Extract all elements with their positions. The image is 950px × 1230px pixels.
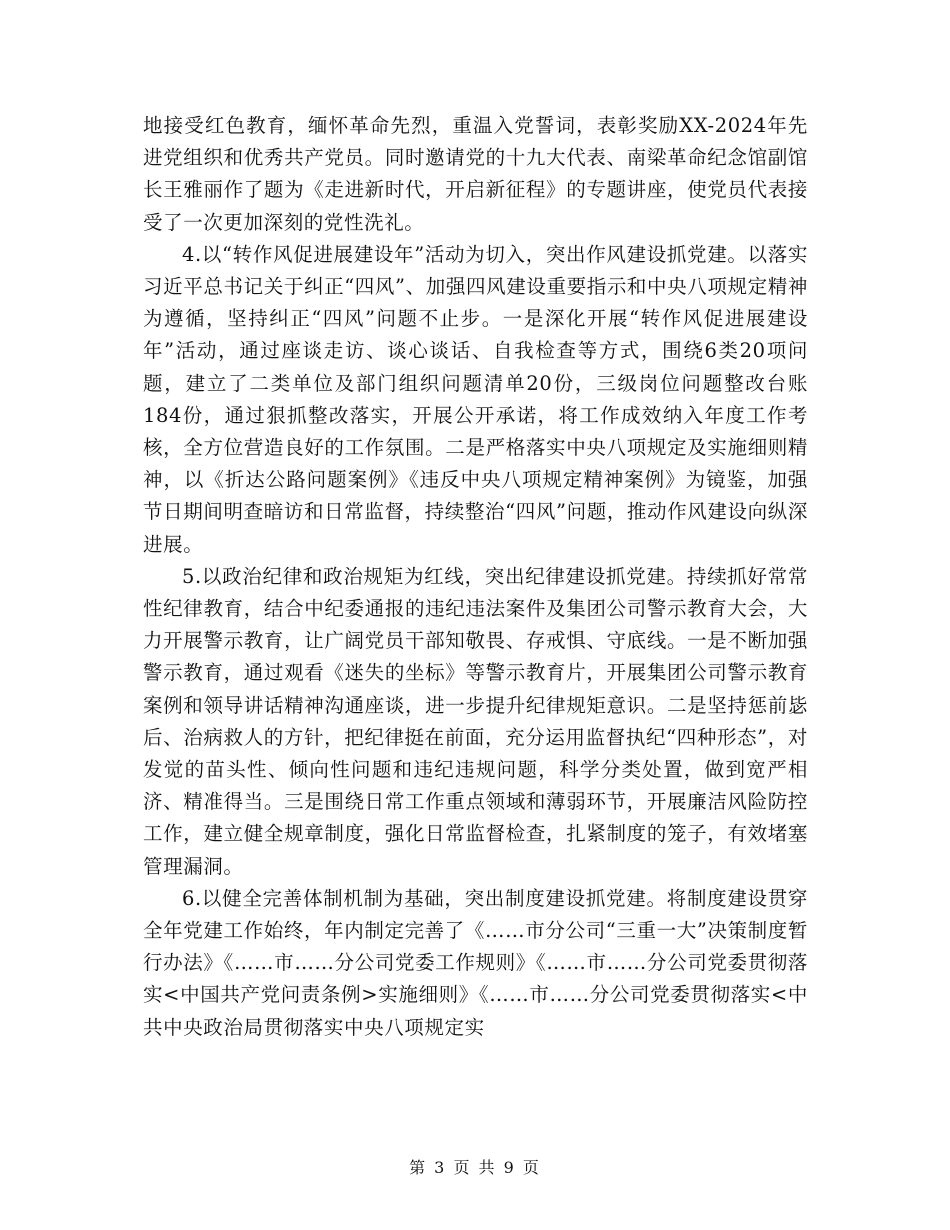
paragraph-4: 6.以健全完善体制机制为基础，突出制度建设抓党建。将制度建设贯穿全年党建工作始终，年内制定完善了《……市分公司“三重一大”决策制度暂行办法》《……市……分公司党委工作规则》《……市……分公司党委贯彻落实<中国共产党问责条例>实施细则》《……市……分公司党委贯彻落实<中共中央政治局贯彻落实中央八项规定实 — [143, 886, 808, 1039]
page-number-footer: 第 3 页 共 9 页 — [409, 1158, 541, 1177]
paragraph-3: 5.以政治纪律和政治规矩为红线，突出纪律建设抓党建。持续抓好常常性纪律教育，结合中纪委通报的违纪违法案件及集团公司警示教育大会，大力开展警示教育，让广阔党员干部知敬畏、存戒惧、守底线。一是不断加强警示教育，通过观看《迷失的坐标》等警示教育片，开展集团公司警示教育案例和领导讲话精神沟通座谈，进一步提升纪律规矩意识。二是坚持惩前毖后、治病救人的方针，把纪律挺在前面，充分运用监督执纪“四种形态”，对发觉的苗头性、倾向性问题和违纪违规问题，科学分类处置，做到宽严相济、精准得当。三是围绕日常工作重点领域和薄弱环节，开展廉洁风险防控工作，建立健全规章制度，强化日常监督检查，扎紧制度的笼子，有效堵塞管理漏洞。 — [143, 564, 808, 878]
paragraph-1: 地接受红色教育，缅怀革命先烈，重温入党誓词，表彰奖励XX-2024年先进党组织和优秀共产党员。同时邀请党的十九大代表、南梁革命纪念馆副馆长王雅丽作了题为《走进新时代，开启新征程》的专题讲座，使党员代表接受了一次更加深刻的党性洗礼。 — [143, 114, 808, 234]
document-body — [143, 110, 808, 1044]
paragraph-2: 4.以“转作风促进展建设年”活动为切入，突出作风建设抓党建。以落实习近平总书记关于纠正“四风”、加强四风建设重要指示和中央八项规定精神为遵循，坚持纠正“四风”问题不止步。一是深化开展“转作风促进展建设年”活动，通过座谈走访、谈心谈话、自我检查等方式，围绕6类20项问题，建立了二类单位及部门组织问题清单20份，三级岗位问题整改台账184份，通过狠抓整改落实，开展公开承诺，将工作成效纳入年度工作考核，全方位营造良好的工作氛围。二是严格落实中央八项规定及实施细则精神，以《折达公路问题案例》《违反中央八项规定精神案例》为镜鉴，加强节日期间明查暗访和日常监督，持续整治“四风”问题，推动作风建设向纵深进展。 — [143, 242, 808, 556]
